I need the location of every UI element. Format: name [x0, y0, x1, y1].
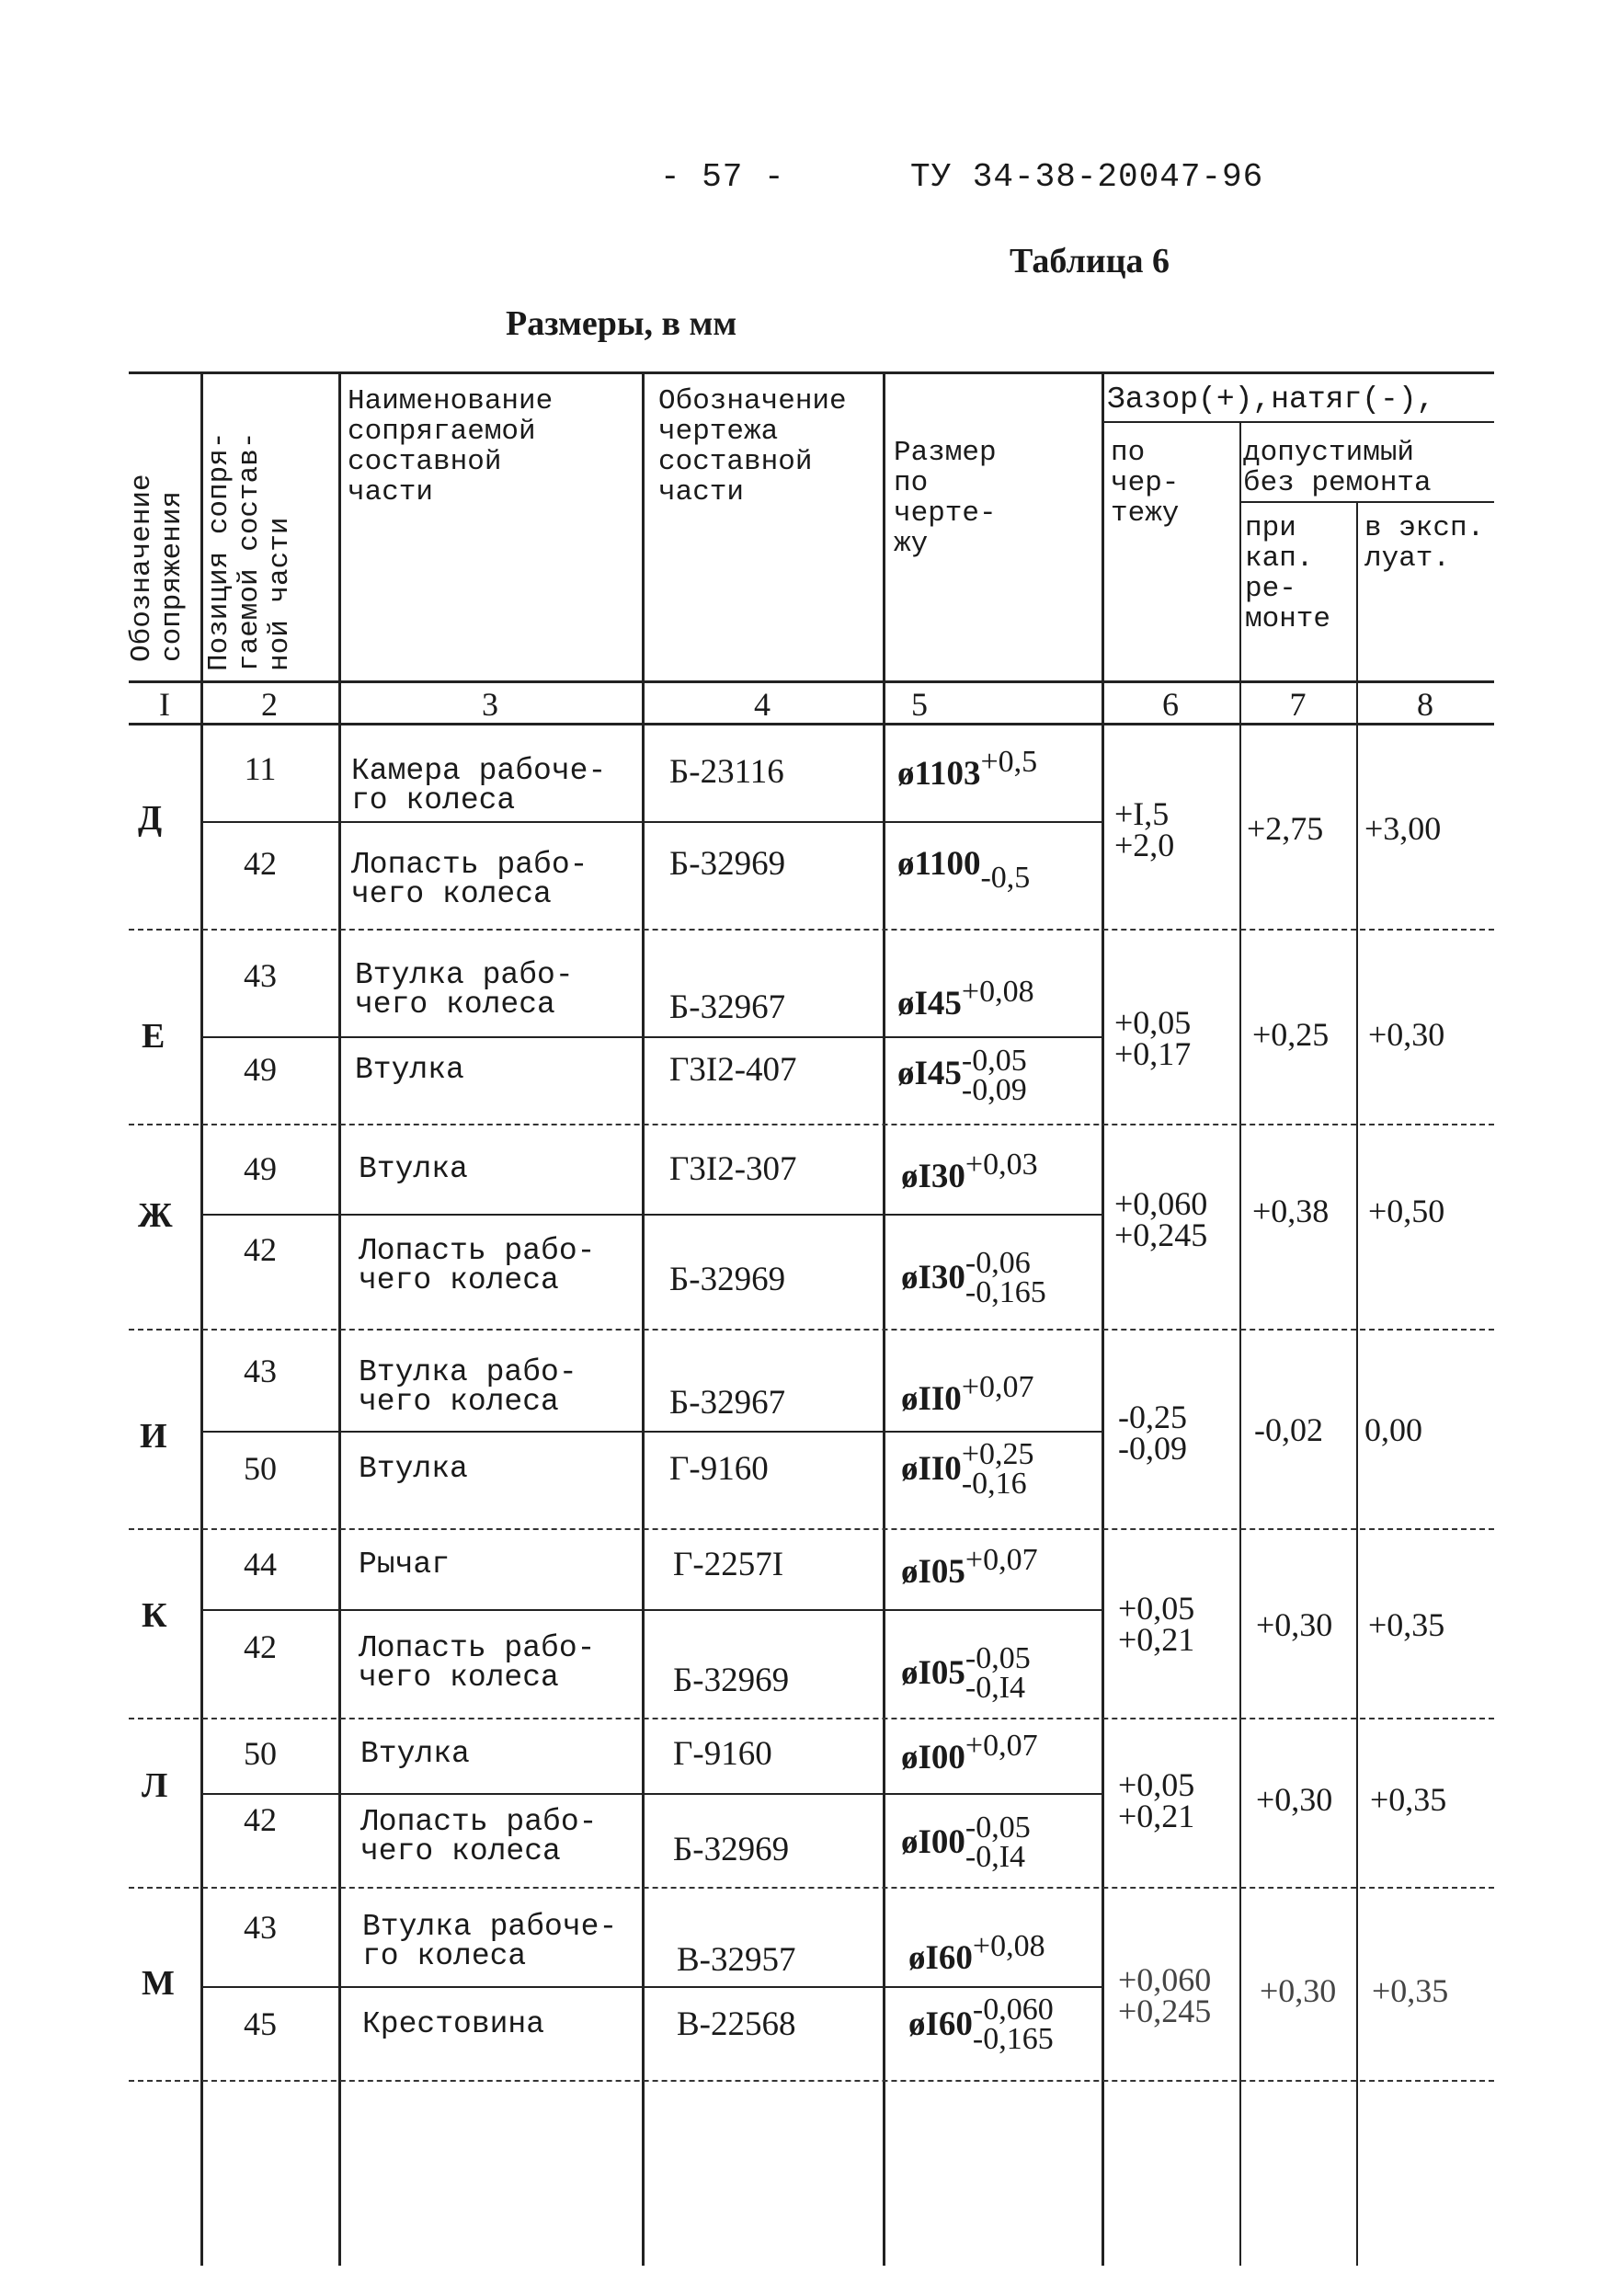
- part-name-cell: Рычаг: [359, 1548, 451, 1582]
- dimension-base: øI00: [901, 1823, 965, 1861]
- upper-deviation: +0,07: [965, 1543, 1038, 1577]
- deviations: [961, 1437, 1034, 1501]
- row-sep-M: [200, 1986, 1102, 1988]
- group-sep-7: [129, 2080, 1494, 2082]
- drawing-cell: Б-32969: [673, 1662, 790, 1699]
- part-name-cell: Лопасть рабо- чего колеса: [359, 1631, 596, 1695]
- gap-by-drawing: +0,05 +0,21: [1118, 1590, 1195, 1658]
- group-sep-6: [129, 1887, 1494, 1889]
- gap-in-operation: +0,35: [1372, 1972, 1449, 2009]
- row-sep-L: [200, 1793, 1102, 1795]
- upper-deviation: +0,08: [972, 1929, 1045, 1963]
- dimension-base: øI30: [901, 1158, 965, 1195]
- group-label: Л: [142, 1766, 168, 1805]
- position-cell: 49: [244, 1051, 277, 1088]
- row-sep-D: [200, 821, 1102, 823]
- lower-deviation: -0,165: [972, 2022, 1054, 2056]
- table-label: Таблица 6: [1010, 242, 1170, 280]
- group-label: Е: [142, 1017, 166, 1056]
- dimension-cell: [901, 1729, 1038, 1777]
- drawing-cell: Б-23116: [669, 753, 784, 791]
- position-cell: 42: [244, 1801, 277, 1838]
- drawing-cell: Г3I2-307: [669, 1150, 797, 1188]
- deviations: [965, 1813, 1031, 1872]
- drawing-cell: Б-32967: [669, 988, 786, 1026]
- lower-deviation: -0,I4: [965, 1671, 1026, 1705]
- dimension-cell: [901, 1641, 1031, 1705]
- gap-in-operation: +0,30: [1368, 1016, 1445, 1053]
- part-name-cell: Втулка: [359, 1452, 468, 1486]
- drawing-cell: Г-9160: [669, 1450, 769, 1488]
- dimension-cell: [901, 1543, 1038, 1592]
- gap-in-operation: +3,00: [1364, 810, 1442, 847]
- drawing-cell: В-32957: [677, 1941, 796, 1979]
- gap-in-operation: 0,00: [1364, 1411, 1422, 1448]
- col-line-7: [1356, 501, 1358, 2266]
- part-name-cell: Втулка: [360, 1737, 470, 1771]
- part-name-cell: Втулка рабо- чего колеса: [359, 1355, 577, 1419]
- part-name-cell: Камера рабоче- го колеса: [351, 754, 607, 817]
- deviations: [965, 1641, 1031, 1705]
- gap-at-repair: +2,75: [1247, 810, 1324, 847]
- dimension-cell: [901, 1813, 1031, 1872]
- position-cell: 11: [244, 750, 277, 787]
- dimension-base: øII0: [901, 1450, 962, 1488]
- dimension-base: øI05: [901, 1654, 965, 1692]
- group-label: К: [142, 1596, 167, 1635]
- part-name-cell: Втулка: [355, 1053, 464, 1087]
- lower-deviation: -0,I4: [965, 1840, 1026, 1874]
- gap-at-repair: -0,02: [1254, 1411, 1323, 1448]
- group-sep-5: [129, 1718, 1494, 1719]
- col-number-6: 6: [1162, 686, 1179, 723]
- group-sep-3: [129, 1329, 1494, 1331]
- position-cell: 43: [244, 1909, 277, 1946]
- lower-deviation: -0,16: [961, 1467, 1027, 1501]
- upper-deviation: +0,25: [961, 1437, 1034, 1471]
- row-sep-I: [200, 1431, 1102, 1433]
- position-cell: 42: [244, 845, 277, 882]
- drawing-cell: В-22568: [677, 2005, 796, 2043]
- group-label: Д: [138, 799, 163, 838]
- allowed-group-underline: [1239, 501, 1494, 503]
- gap-by-drawing: +0,060 +0,245: [1114, 1185, 1208, 1253]
- group-label: Ж: [138, 1196, 173, 1235]
- position-cell: 42: [244, 1231, 277, 1268]
- part-name-cell: Лопасть рабо- чего колеса: [351, 848, 588, 911]
- position-cell: 42: [244, 1628, 277, 1665]
- drawing-cell: Г3I2-407: [669, 1051, 797, 1089]
- part-name-cell: Втулка рабоче- го колеса: [362, 1910, 618, 1973]
- col-number-2: 2: [261, 686, 278, 723]
- row-sep-E: [200, 1036, 1102, 1038]
- position-cell: 45: [244, 2005, 277, 2042]
- gap-group-underline: [1102, 421, 1494, 423]
- upper-deviation: +0,5: [980, 745, 1038, 779]
- col-number-4: 4: [754, 686, 771, 723]
- col-line-5: [1102, 371, 1104, 2266]
- col-number-1: I: [159, 686, 170, 723]
- gap-in-operation: +0,35: [1370, 1781, 1447, 1818]
- units-caption: Размеры, в мм: [506, 304, 737, 343]
- drawing-cell: Б-32967: [669, 1384, 786, 1422]
- dimension-cell: [897, 844, 1031, 895]
- col-header-3: Наименование сопрягаемой составной части: [348, 385, 554, 508]
- lower-deviation: -0,165: [965, 1275, 1046, 1309]
- gap-by-drawing: +0,060 +0,245: [1118, 1961, 1212, 2029]
- col-header-1: Обозначение сопряжения: [126, 474, 188, 662]
- dimension-base: øI45: [897, 985, 962, 1022]
- dimension-base: øI00: [901, 1739, 965, 1776]
- drawing-cell: Б-32969: [669, 1261, 786, 1298]
- gap-by-drawing: +0,05 +0,21: [1118, 1766, 1195, 1834]
- dimension-cell: [901, 1437, 1034, 1501]
- gap-at-repair: +0,25: [1252, 1016, 1330, 1053]
- part-name-cell: Втулка: [359, 1152, 468, 1186]
- drawing-cell: Г-2257I: [673, 1546, 784, 1583]
- dimension-base: øI45: [897, 1055, 962, 1092]
- dimension-base: øI60: [908, 2005, 973, 2043]
- upper-deviation: -0,05: [965, 1811, 1031, 1845]
- position-cell: 49: [244, 1150, 277, 1187]
- gap-at-repair: +0,30: [1256, 1606, 1333, 1643]
- position-cell: 43: [244, 957, 277, 994]
- col-header-5: Размер по черте- жу: [894, 437, 997, 560]
- col-header-8: в эксп. луат.: [1364, 512, 1485, 575]
- part-name-cell: Крестовина: [362, 2007, 545, 2041]
- col-number-8: 8: [1417, 686, 1433, 723]
- col-line-2: [338, 371, 341, 2266]
- header-bottom-border: [129, 680, 1494, 683]
- dimension-base: øI30: [901, 1259, 965, 1296]
- upper-deviation: +0,07: [965, 1729, 1038, 1763]
- upper-deviation: -0,05: [965, 1641, 1031, 1675]
- position-cell: 43: [244, 1353, 277, 1389]
- col-header-4: Обозначение чертежа составной части: [658, 385, 847, 508]
- gap-by-drawing: +I,5 +2,0: [1114, 795, 1175, 863]
- dimension-cell: [897, 975, 1034, 1023]
- dimension-base: øI05: [901, 1553, 965, 1591]
- col-number-3: 3: [482, 686, 498, 723]
- upper-deviation: -0,060: [972, 1993, 1054, 2027]
- deviations: [962, 1046, 1027, 1105]
- deviations: [973, 1995, 1054, 2054]
- col-header-allowed-group: допустимый без ремонта: [1243, 437, 1432, 499]
- dimension-base: ø1100: [897, 845, 981, 883]
- gap-by-drawing: +0,05 +0,17: [1114, 1004, 1192, 1072]
- page-number: - 57 -: [660, 158, 785, 196]
- lower-deviation: -0,5: [980, 861, 1031, 895]
- part-name-cell: Втулка рабо- чего колеса: [355, 958, 574, 1022]
- gap-in-operation: +0,50: [1368, 1193, 1445, 1229]
- dimension-cell: [908, 1995, 1054, 2054]
- part-name-cell: Лопасть рабо- чего колеса: [359, 1234, 596, 1297]
- group-label: И: [140, 1417, 167, 1456]
- table-top-border: [129, 371, 1494, 374]
- gap-by-drawing: -0,25 -0,09: [1118, 1399, 1187, 1467]
- dimension-cell: [901, 1370, 1034, 1419]
- dimension-cell: [908, 1929, 1045, 1978]
- col-header-6: по чер- тежу: [1111, 437, 1180, 530]
- position-cell: 50: [244, 1450, 277, 1487]
- upper-deviation: +0,03: [965, 1148, 1038, 1182]
- dimension-base: øII0: [901, 1380, 962, 1418]
- upper-deviation: -0,06: [965, 1246, 1031, 1280]
- position-cell: 44: [244, 1546, 277, 1582]
- lower-deviation: -0,09: [961, 1073, 1027, 1107]
- document-code: ТУ 34-38-20047-96: [910, 158, 1264, 196]
- deviations: [965, 1246, 1046, 1309]
- col-header-2: Позиция сопря- гаемой состав- ной части: [203, 431, 296, 671]
- dimension-cell: [897, 745, 1038, 794]
- col-header-7: при кап. ре- монте: [1245, 512, 1331, 635]
- gap-at-repair: +0,30: [1256, 1781, 1333, 1818]
- upper-deviation: +0,07: [961, 1370, 1034, 1404]
- dimension-cell: [901, 1246, 1046, 1309]
- part-name-cell: Лопасть рабо- чего колеса: [360, 1805, 598, 1868]
- drawing-cell: Б-32969: [669, 845, 786, 883]
- row-sep-Zh: [200, 1214, 1102, 1216]
- gap-at-repair: +0,38: [1252, 1193, 1330, 1229]
- dimension-cell: [901, 1148, 1038, 1196]
- dimension-base: øI60: [908, 1939, 973, 1977]
- group-label: М: [142, 1964, 175, 2003]
- gap-at-repair: +0,30: [1260, 1972, 1337, 2009]
- col-line-4: [883, 371, 885, 2266]
- drawing-cell: Г-9160: [673, 1735, 772, 1773]
- group-sep-4: [129, 1528, 1494, 1530]
- upper-deviation: -0,05: [961, 1044, 1027, 1078]
- col-number-5: 5: [911, 686, 928, 723]
- col-line-3: [642, 371, 645, 2266]
- group-sep-2: [129, 1124, 1494, 1125]
- dimension-cell: [897, 1046, 1027, 1105]
- drawing-cell: Б-32969: [673, 1831, 790, 1868]
- row-sep-K: [200, 1609, 1102, 1611]
- upper-deviation: +0,08: [961, 975, 1034, 1009]
- dimension-base: ø1103: [897, 755, 981, 793]
- group-sep-1: [129, 929, 1494, 931]
- position-cell: 50: [244, 1735, 277, 1772]
- col-number-7: 7: [1289, 686, 1307, 723]
- gap-in-operation: +0,35: [1368, 1606, 1445, 1643]
- col-header-gap-group: Зазор(+),натяг(-),: [1107, 383, 1435, 417]
